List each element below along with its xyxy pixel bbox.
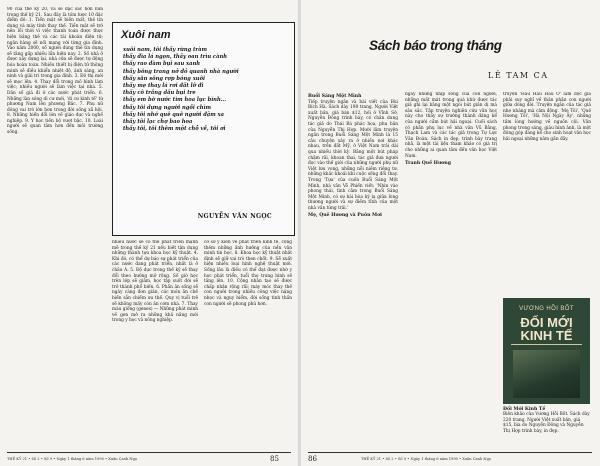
poem-line: thấy tôi nhớ quê quê người đậm xa <box>123 111 224 118</box>
poem-line: thấy đìa lá ngọn, thấy oan trìu cành <box>123 54 227 61</box>
section-heading: Mẹ, Quê Hương và Puôn Mơi <box>308 213 382 219</box>
author-byline: LÊ TAM CA <box>488 71 549 80</box>
poem-line: thấy bông trang nở đỏ quanh nhà người <box>123 68 239 75</box>
poem-box <box>112 22 295 236</box>
book-caption-text: Biên khảo của Vương Hồi Bốt. Sách dày 220 trang, Người Việt xuất bản, giá $15, bìa do Nguyễn Đông và Nguyễn Thị Hợp trình bày, in đẹp. <box>503 412 590 434</box>
section-heading: Tranh Quế Hương <box>405 161 451 167</box>
column-body: ngay những nhịp sống của con người, những mất mát trong quá khứ được tác giả ghi lại bằng một ngòi bút giản dị mà sâu sắc. Tập truyện nghiên cứu văn học này cho thấy sự trưởng thành đáng kể của người cầm bút hải ngoại. Cuối sách có phần phụ lục về nhà văn Vũ Bằng, Thạch Lam và các tác giả trong Tự Lực Văn Đoàn. Sách in đẹp, trình bày trang nhã, là một tài liệu tham khảo có giá trị cho những ai quan tâm đến văn học Việt Nam. <box>405 92 497 159</box>
book-cover-divider <box>511 344 582 345</box>
poet-name: NGUYỄN VĂN NGỌC <box>197 213 272 220</box>
poem-line: thấy sân sông rợp bóng xuôi <box>123 75 206 82</box>
poem-line: thấy rao đàm bụi sau xanh <box>123 61 201 68</box>
page-number: 86 <box>308 455 317 463</box>
left-column-2: nhiều nước sẽ có thể phát triển mạnh mẽ trong thế kỷ 21 nếu biết tận dụng những thành tựu khoa học kỹ thuật. 4. Khi đó, có thể dự báo sự phát triển của các nước đang phát triển, nhất là ở châu Á. 5. Độ dục trong thế kỷ sẽ thay đổi theo hướng mở rộng. Số giờ học trên lớp sẽ giảm, học tập suốt đời sẽ trở thành phổ biến. 6. Phần ăn sống sẽ ngày càng đơn giản, các món ăn chế biến sẵn chiếm ưu thế. Quy vị tuổi trẻ sẽ không mấy còn ăn cơm nhà. 7. Thay màu giống (genes) — Những phát minh về gen mở ra những khả năng mới trong y học và nông nghiệp. <box>112 240 198 324</box>
left-column-3: cơ sở ý kiến về phát triển kinh tế, cộng thêm những ảnh hưởng của nền văn minh tin học. 8. Khoa học kỹ thuật nhất định sẽ giữ vai trò then chốt. 9. Sẽ xuất hiện nhiều loại hình nghệ thuật mới. Sống lâu là điều có thể đạt được nhờ y học phát triển, tuổi thọ trung bình sẽ tăng lên. 10. Cộng nhân tạo sẽ được chấp nhận rộng rãi; máy móc thay thế con người trong nhiều công việc nặng nhọc và nguy hiểm, đời sống tinh thần con người sẽ phong phú hơn. <box>204 240 292 307</box>
footer-rule <box>308 452 592 453</box>
page-footer: THẾ KỶ 21 • Số 2 • Số 9 • Ngày 1 tháng 6 năm 1990 • Xuân Canh Ngọ <box>361 457 492 461</box>
page-number: 85 <box>270 455 279 463</box>
left-column-1: 90 của thế kỷ 20, và sẽ đặc sắc hơn nữa trong thế kỷ 21. Sau đây là tóm lược 10 đặc điểm đó: 1. Tiền mặt sẽ biến mất, thẻ tín dụng và máy tính thay thế. Tiền mặt sẽ trở nên lỗi thời vì việc thanh toán được thực hiện bằng thẻ và các tài khoản điện tử; ngân hàng sẽ nối mạng với từng gia đình. Vào năm 2000, số người dùng thẻ tín dụng sẽ tăng gấp nhiều lần hiện nay. 2. Số nhà ở được xây dựng lại, nhà cửa sẽ được tự động hóa hoàn toàn. Nhiều thiết bị điện tử thông minh sẽ điều khiển nhiệt độ, ánh sáng, an ninh và giải trí trong gia đình. 3. Đô thị mới sẽ mọc lên. 4. Thay đổi trong mô hình làm việc; nhiều người sẽ làm việc tại nhà. 5. Dân số già đi ở các nước phát triển. 6. Những làn sóng di cư mới, 'di cư kinh tế' từ phương Nam lên phương Bắc. 7. Phụ nữ đóng vai trò lớn hơn trong đời sống xã hội. 8. Những biến đổi lớn về giáo dục và nghề nghiệp. 9. Y học tiến bộ vượt bậc. 10. Loài người sẽ quan tâm hơn đến môi trường sống. <box>7 7 103 136</box>
poem-line: thấy tôi, tôi thêm một chỗ về, tôi ơi <box>123 126 226 133</box>
page-85 <box>0 0 298 466</box>
poem-line: thấy cô trắng dấu bụi tre <box>123 90 196 97</box>
poem-lines <box>123 47 239 133</box>
page-footer: THẾ KỶ 21 • Số 2 • Số 9 • Ngày 1 tháng 6 năm 1990 • Xuân Canh Ngọ <box>7 457 138 461</box>
column-title: Sách báo trong tháng <box>369 38 502 53</box>
poem-line: thấy mẹ thay lá rơi đất lỡ đi <box>123 83 204 90</box>
right-column-1 <box>308 92 398 447</box>
poem-line: thấy tôi lạc chợ bao hoa <box>123 119 193 126</box>
poem-line: thấy em bờ nước tìm hoa lục bình... <box>123 97 227 104</box>
poem-line: xuôi nam, tôi thấy rừng tràm <box>123 47 208 53</box>
right-column-2 <box>405 92 497 447</box>
book-cover-image <box>503 298 590 404</box>
poem-title: Xuôi nam <box>121 29 171 41</box>
page-86 <box>301 0 600 466</box>
book-cover-artwork <box>513 350 580 398</box>
poem-line: thấy tôi dựng người ngồi chìm <box>123 104 212 111</box>
book-cover-author: VƯƠNG HỒI BỐT <box>519 306 574 312</box>
book-caption-title: Đổi Mới Kinh Tế <box>503 407 546 412</box>
section-heading: Buổi Sáng Một Mình <box>308 94 362 99</box>
column-body: Tiếp truyện ngắn và bài viết của Bùi Bích Hà. Sách dày 198 trang, Người Việt xuất bản, giá bán $12, hỏi ở Vĩnh Sở, Nguyễn Đông trình bày, có chân dung tác giả do Thái Bá phác họa, phụ bản của Nguyễn Thị Hợp. Mười lăm truyện ngắn trong Buổi Sáng Một Mình là 15 câu chuyện xảy ra ở nhiều nơi khác nhau, trên đất Mỹ, ở Việt Nam trải dài qua nhiều thời kỳ. Bằng một bút pháp chậm rãi, khoan thai, tác giả đưa người đọc vào thế giới của những người phụ nữ Việt lưu vong, những nỗi niềm riêng tư, những khắc khoải khi cuộc sống đổi thay. Trong 'Tựa' của cuốn Buổi Sáng Một Mình, nhà văn Võ Phiến viết: 'Nhìn vào phong thái, tình cảm trong Buổi Sáng Một Mình, có sự hài hòa kỳ lạ giữa lòng thương người và sự điềm tĩnh của một nhà văn từng trải.' <box>308 99 398 211</box>
book-caption <box>503 407 590 434</box>
footer-rule <box>7 452 291 453</box>
right-column-3: truyện 'Hầu Hầu Hầu Ở' làm độc giả phải suy nghĩ về thân phận con người giữa dòng đời. Truyện ngắn của tác giả nhẹ nhàng mà cảm động. 'Mẹ Tôi', 'Quê Hương Tôi', 'Hà Nội Ngày Ấy', những tấm lòng hướng về nguồn cội. Văn phong trong sáng, giàu hình ảnh, là một đóng góp đáng kể cho sinh hoạt văn học hải ngoại những năm gần đây. <box>503 92 591 142</box>
book-cover-title: ĐỐI MỚI KINH TẾ <box>520 315 573 343</box>
